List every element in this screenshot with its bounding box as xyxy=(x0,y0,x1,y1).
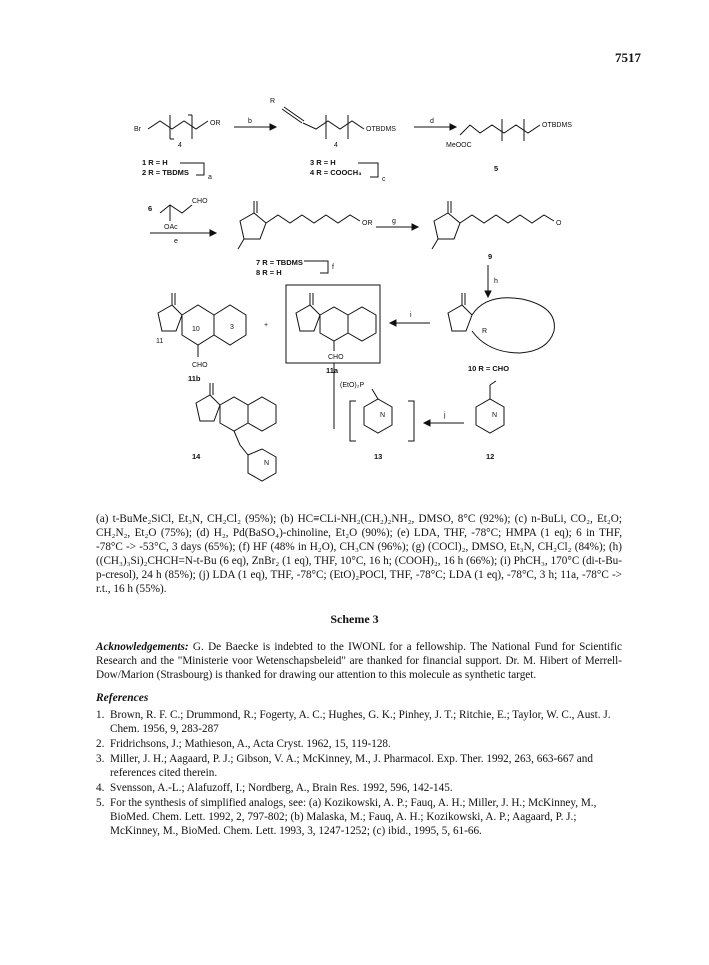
label-ring-3: 3 xyxy=(230,324,234,331)
lactone-ring-9 xyxy=(434,213,460,239)
compound-6: 6 xyxy=(148,204,153,213)
reference-number: 5. xyxy=(96,797,105,809)
label-br: Br xyxy=(134,126,141,133)
arrow-label-e: e xyxy=(174,238,178,245)
scheme-title: Scheme 3 xyxy=(330,612,379,626)
reference-text: Fridrichsons, J.; Mathieson, A., Acta Cryst. 1962, 15, 119-128. xyxy=(110,738,391,750)
lactone-ring-7 xyxy=(240,213,266,239)
acknowledgements xyxy=(96,640,622,682)
plus-sign: + xyxy=(264,322,269,329)
reference-text: For the synthesis of simplified analogs, see: (a) Kozikowski, A. P.; Fauq, A. H.; Miller, J. H.; McKinney, M., BioMed. Chem. Lett. 1992, 2, 797-802; (b) Malaska, M.; Fauq, A. H.; Kozikowski, A. P.; Aagaard, P. J.; McKinney, M., BioMed. Chem. Lett. 1993, 3, 1247-1252; (c) ibid., 1995, 5, 61-66. xyxy=(110,797,597,837)
reference-text: Miller, J. H.; Aagaard, P. J.; Gibson, V. A.; McKinney, M., J. Pharmacol. Exp. Ther. 1992, 263, 663-667 and references cited therein. xyxy=(110,753,593,779)
reference-item xyxy=(96,796,622,838)
label-n-12: N xyxy=(492,412,498,419)
label-or-7: OR xyxy=(362,220,373,227)
reference-number: 1. xyxy=(96,709,105,721)
compound-7: 7 R = TBDMS xyxy=(256,258,303,267)
compound-2: 2 R = TBDMS xyxy=(142,168,189,177)
label-4: 4 xyxy=(178,142,182,149)
arrow-label-d: d xyxy=(430,118,434,125)
label-4b: 4 xyxy=(334,142,338,149)
reference-text: Brown, R. F. C.; Drummond, R.; Fogerty, A. C.; Hughes, G. K.; Pinhey, J. T.; Ritchie, E.; Taylor, W. C., Aust. J. Chem. 1956, 9, 283-287 xyxy=(110,709,611,735)
reference-item xyxy=(96,737,622,751)
compound-8: 8 R = H xyxy=(256,268,282,277)
compound-3: 3 R = H xyxy=(310,158,336,167)
label-n-13: N xyxy=(380,412,386,419)
reaction-conditions: (a) t-BuMe₂SiCl, Et₃N, CH₂Cl₂ (95%); (b) HC≡CLi-NH₂(CH₂)₂NH₂, DMSO, 8°C (92%); (c) n-BuLi, CO₂, Et₂O; CH₂N₂, Et₂O (75%); (d) H₂, Pd(BaSO₄)-chinoline, Et₂O (90%); (e) LDA, THF, -78°C; HMPA (1 eq); 6 in THF, -78°C -> -53°C, 3 days (65%); (f) HF (48% in H₂O), CH₃CN (96%); (g) (COCl)₂, DMSO, Et₃N, CH₂Cl₂ (84%); (h) ((CH₃)₃Si)₂CHCH=N-t-Bu (6 eq), ZnBr₂ (1 eq), THF, 10°C, 16 h; (COOH)₂, 16 h (66%); (i) PhCH₃, 170°C (di-t-Bu-p-cresol), 24 h (85%); (j) LDA (1 eq), THF, -78°C; (EtO)₂POCl, THF, -78°C; LDA (1 eq), -78°C, 3 h; 11a, -78°C -> r.t., 16 h (55%). xyxy=(96,513,622,595)
reaction-scheme xyxy=(130,85,600,485)
piperidine-13 xyxy=(364,399,392,433)
reference-number: 3. xyxy=(96,753,105,765)
arrow-label-j: j xyxy=(444,412,446,419)
label-r-10: R xyxy=(482,328,488,335)
piperidine-12 xyxy=(476,399,504,433)
label-cho-11a: CHO xyxy=(328,354,344,361)
arrow-label-f: f xyxy=(332,264,334,271)
compound-12: 12 xyxy=(486,452,495,461)
label-oac-6: OAc xyxy=(164,224,178,231)
label-cho-6: CHO xyxy=(192,198,208,205)
arrow-label-i: i xyxy=(410,312,412,319)
acknowledgements-heading: Acknowledgements: xyxy=(96,641,189,653)
label-n-14: N xyxy=(264,460,270,467)
compound-11b: 11b xyxy=(188,374,201,383)
references-heading: References xyxy=(96,692,149,704)
box-11a xyxy=(286,285,380,363)
reference-number: 2. xyxy=(96,738,105,750)
acknowledgements-text: G. De Baecke is indebted to the IWONL for a fellowship. The National Fund for Scientific Research and the "Ministerie voor Wetenschapsbeleid" are thanked for financial support. Dr. M. Hibert of Merrell-Dow/Marion (Strasbourg) is thanked for drawing our attention to this molecule as synthetic target. xyxy=(96,641,622,681)
label-otbdms-3: OTBDMS xyxy=(366,126,396,133)
reference-text: Svensson, A.-L.; Alafuzoff, I.; Nordberg, A., Brain Res. 1992, 596, 142-145. xyxy=(110,782,453,794)
reference-item xyxy=(96,752,622,780)
label-phosphonate: (EtO)₂P xyxy=(340,382,365,389)
label-r: R xyxy=(270,98,276,105)
compound-5: 5 xyxy=(494,164,499,173)
ring-11b-a xyxy=(182,305,214,345)
scheme-drawing xyxy=(130,85,600,485)
compound-10: 10 R = CHO xyxy=(468,364,510,373)
arrow-label-g: g xyxy=(392,218,396,225)
reference-item xyxy=(96,708,622,736)
references-list xyxy=(96,708,622,839)
reference-item xyxy=(96,781,622,795)
macro-ring-10 xyxy=(472,298,554,353)
label-cho-11b: CHO xyxy=(192,362,208,369)
arrow-label-h: h xyxy=(494,278,498,285)
compound-9: 9 xyxy=(488,252,493,261)
label-ring-11: 11 xyxy=(156,338,164,345)
label-o-9: O xyxy=(556,220,562,227)
piperidine-14 xyxy=(248,449,276,481)
reference-number: 4. xyxy=(96,782,105,794)
label-ring-10: 10 xyxy=(192,326,200,333)
arrow-label-b: b xyxy=(248,118,252,125)
label-meooc: MeOOC xyxy=(446,142,472,149)
label-otbdms-5: OTBDMS xyxy=(542,122,572,129)
arrow-label-a: a xyxy=(208,174,212,181)
compound-14: 14 xyxy=(192,452,201,461)
compound-1: 1 R = H xyxy=(142,158,168,167)
page-number: 7517 xyxy=(615,50,641,65)
compound-11a: 11a xyxy=(326,366,339,375)
label-or: OR xyxy=(210,120,221,127)
chain-1 xyxy=(148,121,208,129)
compound-4: 4 R = COOCH₃ xyxy=(310,168,362,177)
compound-13: 13 xyxy=(374,452,383,461)
arrow-label-c: c xyxy=(382,176,386,183)
